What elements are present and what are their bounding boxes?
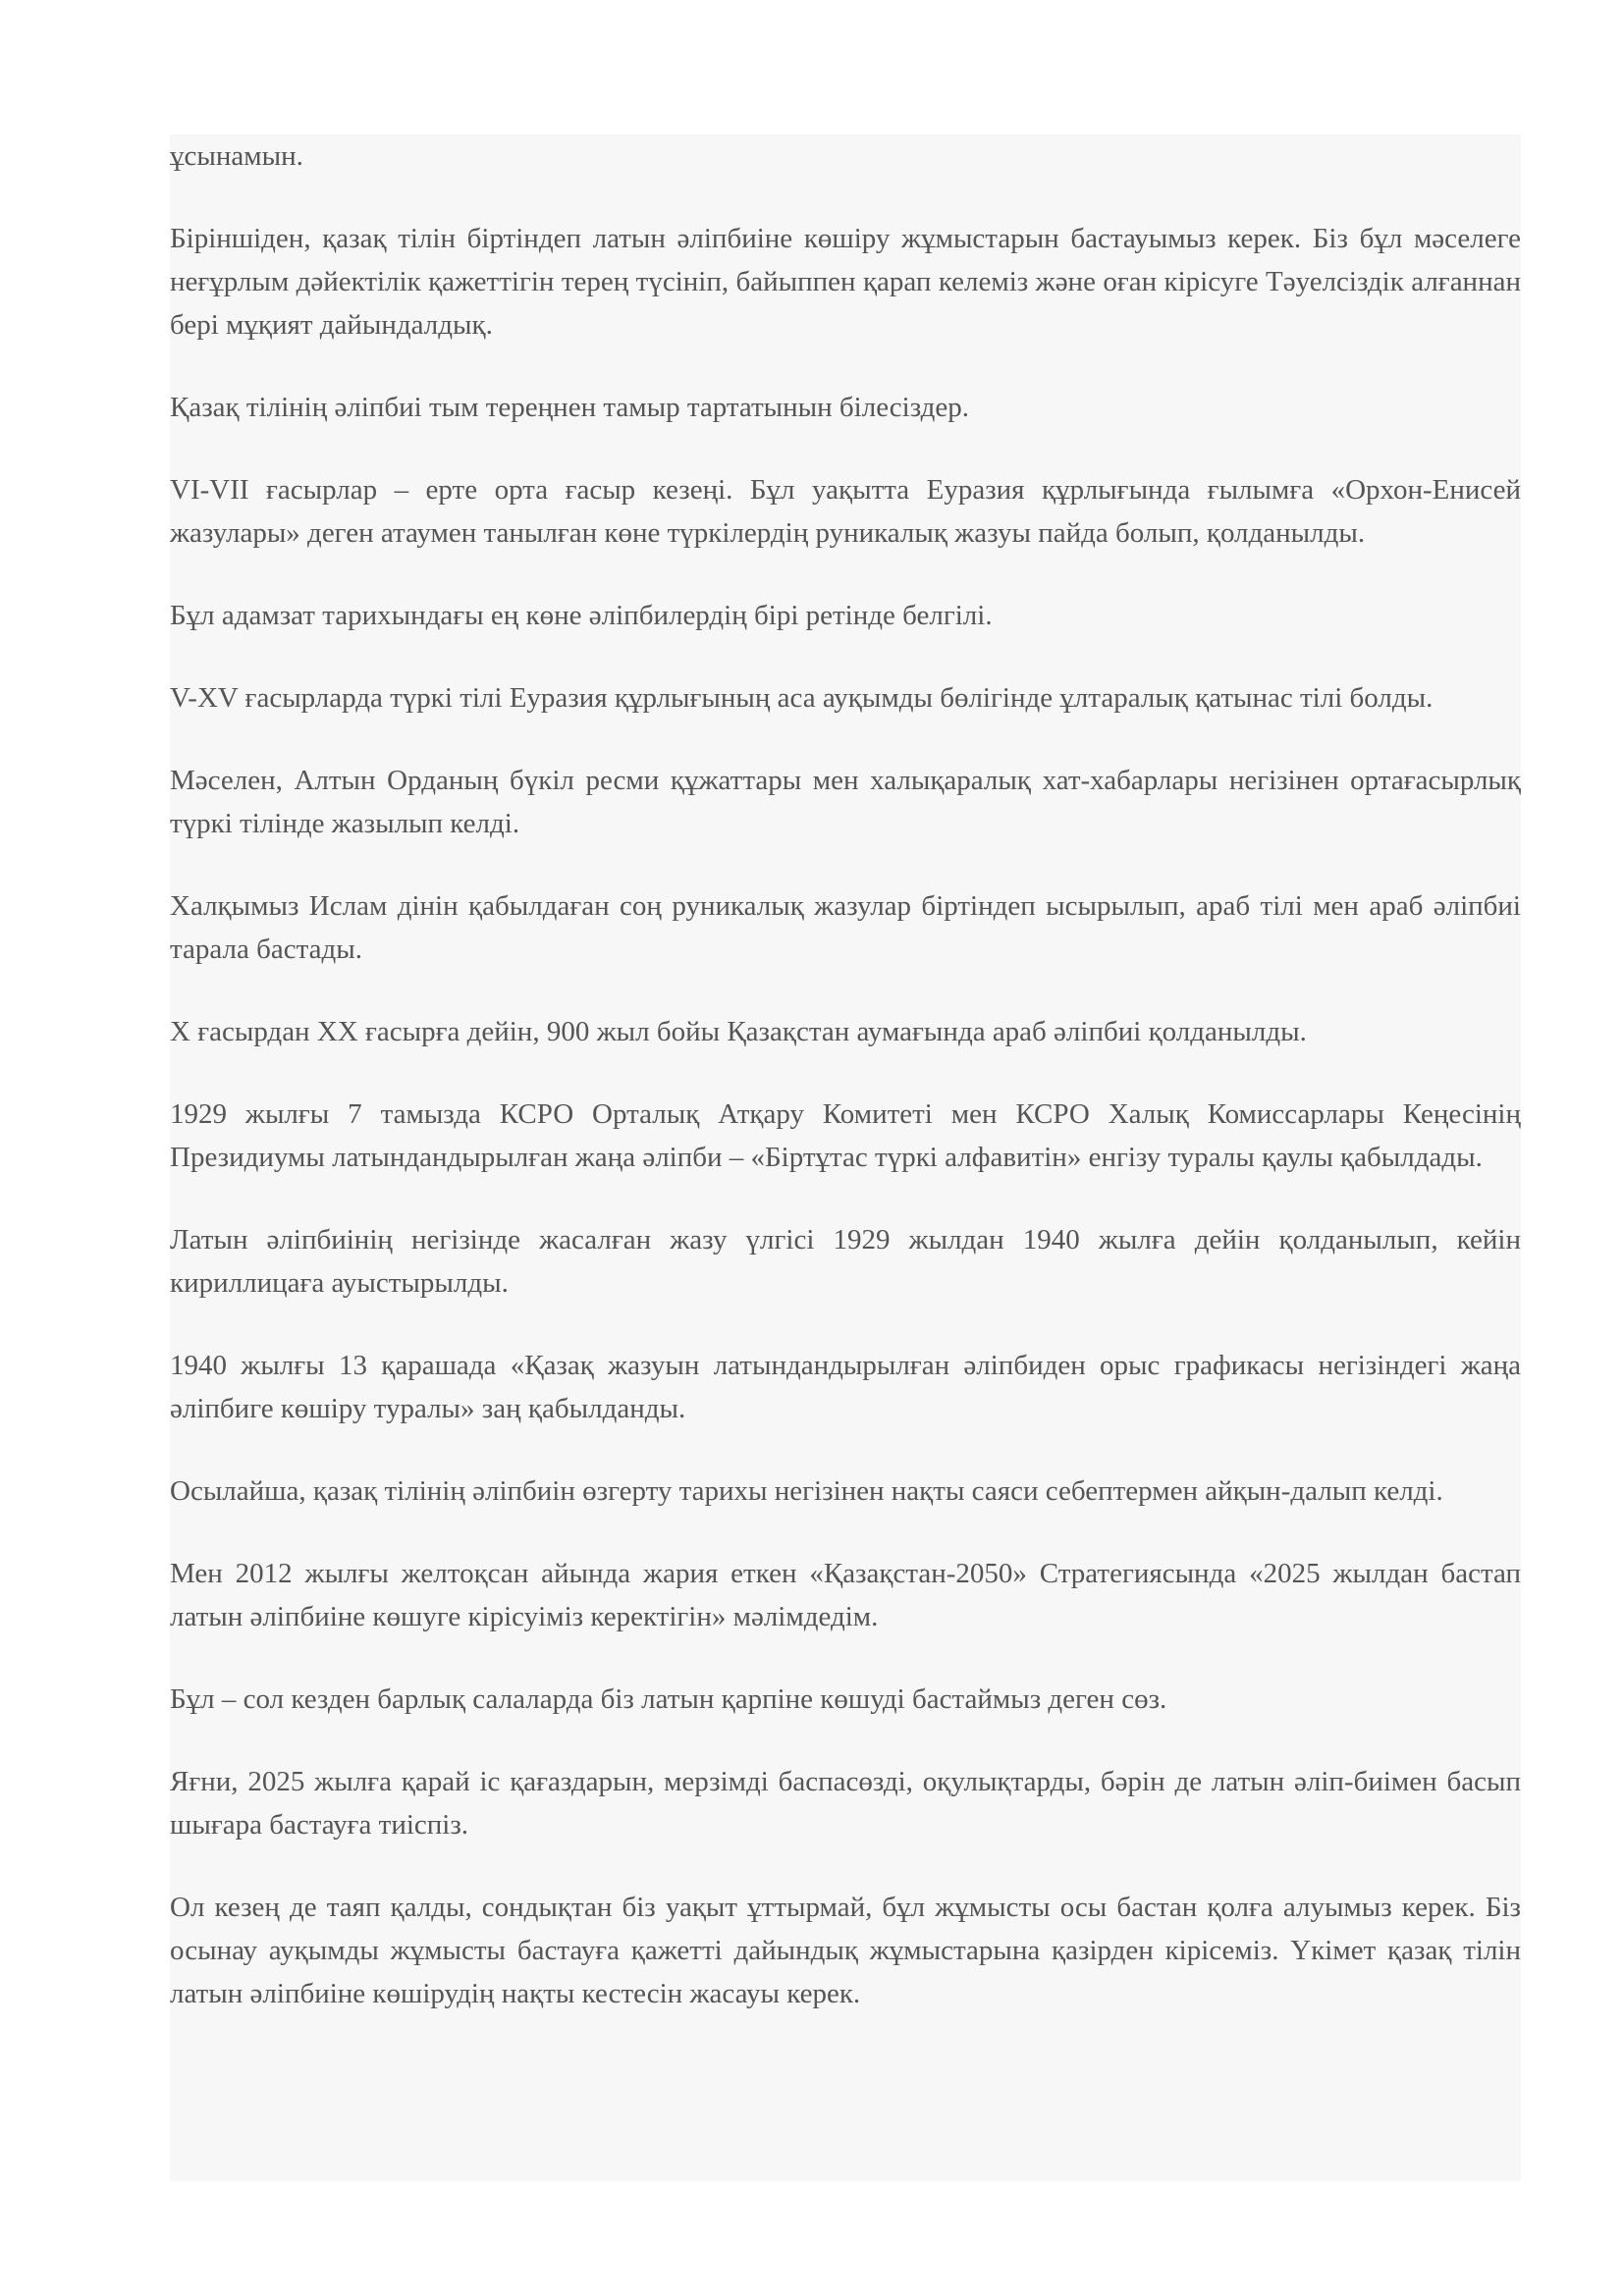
paragraph-8: Халқымыз Ислам дінін қабылдаған соң руникалық жазулар біртіндеп ысырылып, араб тілі мен араб әліпбиі тарала бастады.: [170, 890, 1521, 965]
paragraph-15: Бұл – сол кезден барлық салаларда біз латын қарпіне көшуді бастаймыз деген сөз.: [170, 1683, 1167, 1715]
paragraph-9: X ғасырдан XX ғасырға дейін, 900 жыл бойы Қазақстан аумағында араб әліпбиі қолданылды.: [170, 1016, 1307, 1047]
paragraph-3: Қазақ тілінің әліпбиі тым тереңнен тамыр тартатынын білесіздер.: [170, 392, 970, 423]
paragraph-10: 1929 жылғы 7 тамызда КСРО Орталық Атқару Комитеті мен КСРО Халық Комиссарлары Кеңесінің Президиумы латындандырылған жаңа әліпби – «Біртұтас түркі алфавитін» енгізу туралы қаулы қабылдады.: [170, 1098, 1521, 1173]
paragraph-6: V-XV ғасырларда түркі тілі Еуразия құрлығының аса ауқымды бөлігінде ұлтаралық қатынас тілі болды.: [170, 682, 1434, 714]
paragraph-14: Мен 2012 жылғы желтоқсан айында жария еткен «Қазақстан-2050» Стратегиясында «2025 жылдан бастап латын әліпбиіне көшуге кірісуіміз керектігін» мәлімдедім.: [170, 1558, 1521, 1632]
paragraph-2: Біріншіден, қазақ тілін біртіндеп латын әліпбиіне көшіру жұмыстарын бастауымыз керек. Біз бұл мәселеге неғұрлым дәйектілік қажеттігін терең түсініп, байыппен қарап келеміз және оған кірісуге Тәуелсіздік алғаннан бері мұқият дайындалдық.: [170, 223, 1521, 341]
paragraph-13: Осылайша, қазақ тілінің әліпбиін өзгерту тарихы негізінен нақты саяси себептермен айқын-далып келді.: [170, 1475, 1443, 1507]
paragraph-17: Ол кезең де таяп қалды, сондықтан біз уақыт ұттырмай, бұл жұмысты осы бастан қолға алуымыз керек. Біз осынау ауқымды жұмысты бастауға қажетті дайындық жұмыстарына қазірден кірісеміз. Үкімет қазақ тілін латын әліпбиіне көшірудің нақты кестесін жасауы керек.: [170, 1892, 1521, 2009]
paragraph-4: VI-VII ғасырлар – ерте орта ғасыр кезеңі. Бұл уақытта Еуразия құрлығында ғылымға «Орхон-Енисей жазулары» деген атаумен танылған көне түркілердің руникалық жазуы пайда болып, қолданылды.: [170, 474, 1521, 549]
document-text-block: [170, 134, 1521, 2181]
paragraph-12: 1940 жылғы 13 қарашада «Қазақ жазуын латындандырылған әліпбиден орыс графикасы негізіндегі жаңа әліпбиге көшіру туралы» заң қабылданды.: [170, 1350, 1521, 1424]
paragraph-5: Бұл адамзат тарихындағы ең көне әліпбилердің бірі ретінде белгілі.: [170, 600, 993, 631]
paragraph-11: Латын әліпбиінің негізінде жасалған жазу үлгісі 1929 жылдан 1940 жылға дейін қолданылып, кейін кириллицаға ауыстырылды.: [170, 1224, 1521, 1299]
paragraph-1: ұсынамын.: [170, 140, 303, 172]
paragraph-16: Яғни, 2025 жылға қарай іс қағаздарын, мерзімді баспасөзді, оқулықтарды, бәрін де латын әліп-биімен басып шығара бастауға тиіспіз.: [170, 1766, 1521, 1841]
paragraph-7: Мәселен, Алтын Орданың бүкіл ресми құжаттары мен халықаралық хат-хабарлары негізінен ортағасырлық түркі тілінде жазылып келді.: [170, 765, 1521, 839]
